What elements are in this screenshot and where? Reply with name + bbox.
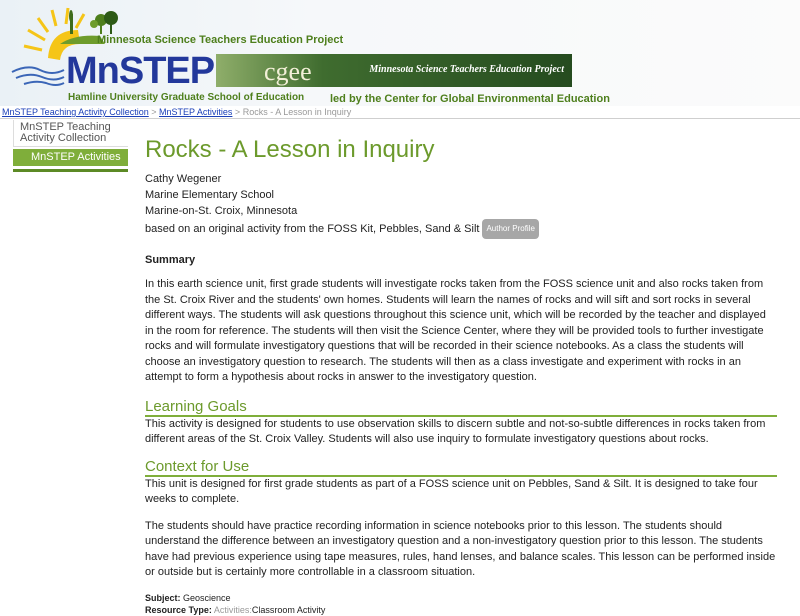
based-on-text: based on an original activity from the FOSS Kit, Pebbles, Sand & Silt [145,223,480,235]
author-profile-button[interactable]: Author Profile [482,219,538,239]
mnstep-logo-text[interactable]: MnSTEP [66,50,215,92]
learning-goals-text: This activity is designed for students to use observation skills to discern subtle and not-so-subtle differences in rocks taken from different areas of the St. Croix Valley. Students will also use inquiry to formulate investigatory questions about rocks. [145,417,766,445]
sidebar-item-collection[interactable]: MnSTEP Teaching Activity Collection [13,120,128,147]
page-title: Rocks - A Lesson in Inquiry [145,136,435,163]
breadcrumb-link-activities[interactable]: MnSTEP Activities [159,107,233,117]
university-line: Hamline University Graduate School of Education [68,92,305,103]
main-content [145,136,777,616]
resource-type-label: Resource Type: [145,604,212,615]
led-by-line: led by the Center for Global Environmental Education [330,93,610,105]
breadcrumb-current: Rocks - A Lesson in Inquiry [242,107,352,117]
breadcrumb-link-collection[interactable]: MnSTEP Teaching Activity Collection [2,107,149,117]
project-line: Minnesota Science Teachers Education Project [97,34,344,46]
resource-type-category: Activities: [213,604,252,615]
resource-type-line [145,604,777,616]
author-location: Marine-on-St. Croix, Minnesota [145,205,298,217]
subject-label: Subject: [145,592,181,603]
resource-type-value: Classroom Activity [251,604,326,615]
cgee-tagline: Minnesota Science Teachers Education Project [369,64,564,75]
author-block [145,171,777,239]
breadcrumb [2,107,351,117]
subject-value: Geoscience [183,592,231,603]
water-icon [12,67,64,85]
sidebar-underline [13,169,128,172]
summary-text: In this earth science unit, first grade students will investigate rocks taken from the FOSS science unit and also rocks taken from the St. Croix River and the students' own homes. Students will learn the names of rocks and will sift and sort rocks in several different ways. The students will ask questions throughout this science unit, which will be recorded by the teacher and displayed in the room for reference. The students will then visit the Science Center, where they will be provided tools to further investigate rocks and will formulate investigatory questions that will be recorded in their science notebooks. As a class the students will choose an investigatory question to research. The students will then as a class investigate and experiment with rocks in an attempt to form a hypothesis about rocks in answer to the investigatory question. [145,278,766,383]
context-text-2: The students should have practice recording information in science notebooks prior to this lesson. The students should understand the difference between an investigatory question and a non-investigatory question prior to this lesson. The students have had previous experience using tape measures, rules, hand lenses, and balance scales. This lesson can be performed inside or outside but is certainly more controllable in a classroom situation. [145,519,776,578]
breadcrumb-separator: > [234,107,241,117]
context-text-1: This unit is designed for first grade students as part of a FOSS science unit on Pebbles, Sand & Silt. It is designed to take four weeks to complete. [145,477,758,505]
header-divider [0,118,800,119]
breadcrumb-separator: > [151,107,157,117]
context-heading: Context for Use [145,458,777,477]
learning-goals-heading: Learning Goals [145,398,777,417]
summary-heading: Summary [145,254,196,266]
subject-line [145,592,777,604]
header-banner [0,0,800,106]
cgee-logo-text: cgee [264,57,312,86]
sidebar-item-activities[interactable]: MnSTEP Activities [13,149,128,166]
sidebar [13,120,128,172]
based-on-line [145,219,777,239]
author-school: Marine Elementary School [145,189,275,201]
author-name: Cathy Wegener [145,173,222,185]
cgee-banner[interactable] [216,54,572,87]
